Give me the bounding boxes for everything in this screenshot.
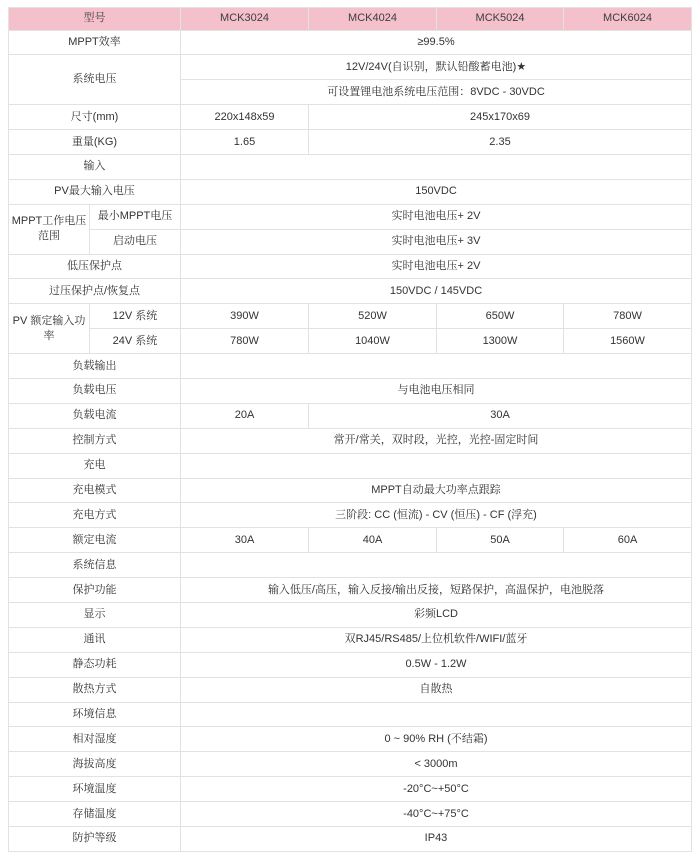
row-value: 彩频LCD — [181, 602, 692, 627]
section-row — [9, 702, 692, 727]
row-value: 520W — [309, 304, 437, 329]
table-row — [9, 827, 692, 852]
row-value: 2.35 — [309, 130, 692, 155]
row-label: 通讯 — [9, 627, 181, 652]
row-label: 过压保护点/恢复点 — [9, 279, 181, 304]
row-value: 常开/常关，双时段，光控，光控-固定时间 — [181, 428, 692, 453]
table-row — [9, 578, 692, 603]
row-value: 实时电池电压+ 3V — [181, 229, 692, 254]
row-value: 1300W — [437, 329, 564, 354]
row-value: 30A — [309, 403, 692, 428]
row-value: -40°C~+75°C — [181, 802, 692, 827]
row-value: 实时电池电压+ 2V — [181, 254, 692, 279]
row-value: 1.65 — [181, 130, 309, 155]
table-row — [9, 602, 692, 627]
row-label: 负载电流 — [9, 403, 181, 428]
row-label: 显示 — [9, 602, 181, 627]
table-row — [9, 130, 692, 155]
row-label: 保护功能 — [9, 578, 181, 603]
table-row — [9, 478, 692, 503]
table-row — [9, 802, 692, 827]
row-label: 控制方式 — [9, 428, 181, 453]
row-label: 静态功耗 — [9, 652, 181, 677]
table-row — [9, 55, 692, 80]
table-row — [9, 229, 692, 254]
row-label: 系统电压 — [9, 55, 181, 105]
table-row — [9, 204, 692, 229]
model-name: MCK3024 — [181, 8, 309, 31]
empty-cell — [181, 702, 692, 727]
table-row — [9, 777, 692, 802]
row-value: 与电池电压相同 — [181, 378, 692, 403]
table-row — [9, 428, 692, 453]
spec-table — [8, 7, 692, 852]
table-row — [9, 254, 692, 279]
table-row — [9, 105, 692, 130]
row-label: PV最大输入电压 — [9, 179, 181, 204]
row-value: 780W — [564, 304, 692, 329]
table-row — [9, 304, 692, 329]
model-name: MCK5024 — [437, 8, 564, 31]
row-value: 输入低压/高压，输入反接/输出反接，短路保护，高温保护，电池脱落 — [181, 578, 692, 603]
row-label: 散热方式 — [9, 677, 181, 702]
row-label: 低压保护点 — [9, 254, 181, 279]
table-row — [9, 279, 692, 304]
model-name: MCK6024 — [564, 8, 692, 31]
table-row — [9, 403, 692, 428]
row-value: -20°C~+50°C — [181, 777, 692, 802]
row-value: 双RJ45/RS485/上位机软件/WIFI/蓝牙 — [181, 627, 692, 652]
sub-label: 12V 系统 — [90, 304, 181, 329]
row-value: 1560W — [564, 329, 692, 354]
row-value: 50A — [437, 528, 564, 553]
table-row — [9, 752, 692, 777]
model-name: MCK4024 — [309, 8, 437, 31]
group-label: MPPT工作电压范围 — [9, 204, 90, 254]
row-value: 60A — [564, 528, 692, 553]
section-row — [9, 453, 692, 478]
row-value: 30A — [181, 528, 309, 553]
empty-cell — [181, 553, 692, 578]
empty-cell — [181, 154, 692, 179]
row-value: 三阶段: CC (恒流) - CV (恒压) - CF (浮充) — [181, 503, 692, 528]
row-label: 负载电压 — [9, 378, 181, 403]
row-label: 海拔高度 — [9, 752, 181, 777]
row-value: ≥99.5% — [181, 30, 692, 55]
row-value: 可设置锂电池系统电压范围：8VDC - 30VDC — [181, 80, 692, 105]
section-row — [9, 553, 692, 578]
row-value: 0 ~ 90% RH (不结霜) — [181, 727, 692, 752]
sub-label: 启动电压 — [90, 229, 181, 254]
row-label: 环境温度 — [9, 777, 181, 802]
table-row — [9, 652, 692, 677]
table-row — [9, 378, 692, 403]
empty-cell — [181, 354, 692, 379]
table-row — [9, 627, 692, 652]
row-label: 额定电流 — [9, 528, 181, 553]
sub-label: 最小MPPT电压 — [90, 204, 181, 229]
row-value: 自散热 — [181, 677, 692, 702]
section-label: 充电 — [9, 453, 181, 478]
sub-label: 24V 系统 — [90, 329, 181, 354]
header-row — [9, 8, 692, 31]
row-value: 390W — [181, 304, 309, 329]
row-value: MPPT自动最大功率点跟踪 — [181, 478, 692, 503]
row-value: < 3000m — [181, 752, 692, 777]
row-value: 220x148x59 — [181, 105, 309, 130]
table-row — [9, 727, 692, 752]
row-label: 重量(KG) — [9, 130, 181, 155]
row-value: IP43 — [181, 827, 692, 852]
section-row — [9, 354, 692, 379]
row-value: 20A — [181, 403, 309, 428]
row-value: 12V/24V(自识别，默认铅酸蓄电池)★ — [181, 55, 692, 80]
row-value: 0.5W - 1.2W — [181, 652, 692, 677]
row-label: 充电模式 — [9, 478, 181, 503]
row-label: 存储温度 — [9, 802, 181, 827]
empty-cell — [181, 453, 692, 478]
section-row — [9, 154, 692, 179]
row-value: 1040W — [309, 329, 437, 354]
row-value: 150VDC / 145VDC — [181, 279, 692, 304]
row-label: 充电方式 — [9, 503, 181, 528]
table-row — [9, 528, 692, 553]
table-row — [9, 179, 692, 204]
row-value: 780W — [181, 329, 309, 354]
row-label: 防护等级 — [9, 827, 181, 852]
row-value: 650W — [437, 304, 564, 329]
row-value: 40A — [309, 528, 437, 553]
model-label: 型号 — [9, 8, 181, 31]
section-label: 负载输出 — [9, 354, 181, 379]
table-row — [9, 503, 692, 528]
table-row — [9, 329, 692, 354]
row-value: 150VDC — [181, 179, 692, 204]
section-label: 系统信息 — [9, 553, 181, 578]
row-label: MPPT效率 — [9, 30, 181, 55]
table-row — [9, 30, 692, 55]
section-label: 输入 — [9, 154, 181, 179]
table-row — [9, 677, 692, 702]
section-label: 环境信息 — [9, 702, 181, 727]
row-label: 尺寸(mm) — [9, 105, 181, 130]
row-value: 245x170x69 — [309, 105, 692, 130]
row-value: 实时电池电压+ 2V — [181, 204, 692, 229]
row-label: 相对湿度 — [9, 727, 181, 752]
group-label: PV 额定输入功率 — [9, 304, 90, 354]
